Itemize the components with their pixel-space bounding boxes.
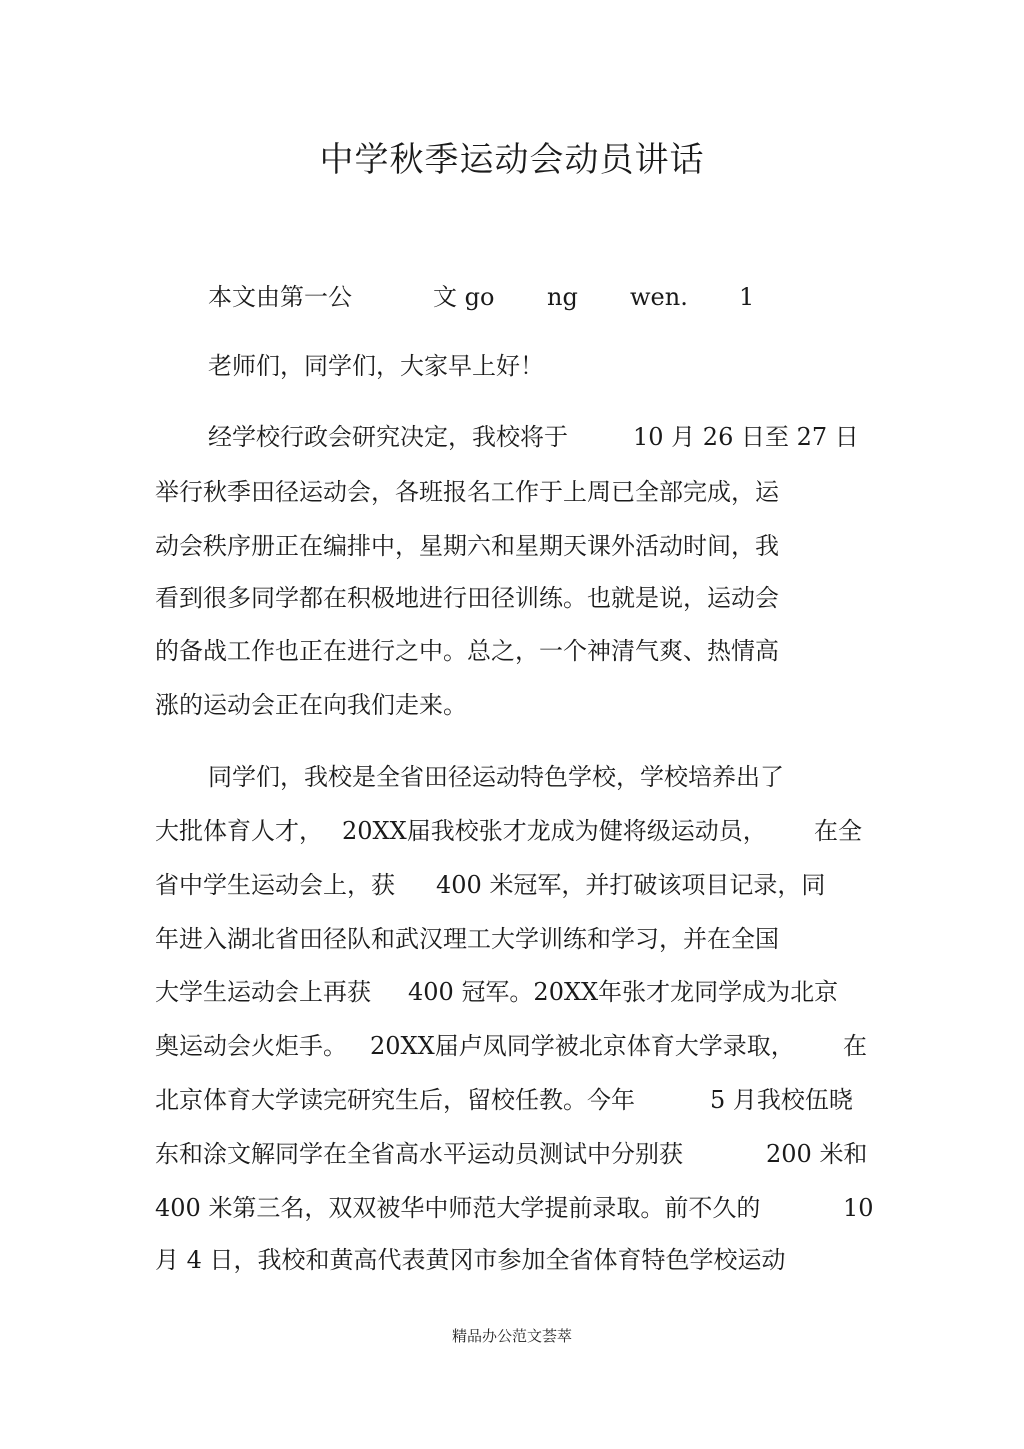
paragraph-line: 同学们，我校是全省田径运动特色学校，学校培养出了 (208, 763, 784, 791)
text-segment: 400 米第三名，双双被华中师范大学提前录取。前不久的 (155, 1194, 761, 1222)
source-part: 本文由第一公 (208, 283, 352, 311)
paragraph-line: 年进入湖北省田径队和武汉理工大学训练和学习，并在全国 (155, 925, 779, 953)
paragraph-line (0, 1139, 1024, 1169)
text-segment: 东和涂文解同学在全省高水平运动员测试中分别获 (155, 1140, 683, 1168)
source-part: 1 (739, 283, 755, 311)
text-segment: 10 (843, 1194, 874, 1222)
text-segment: 省中学生运动会上，获 (155, 871, 395, 899)
text-segment: 在 (843, 1032, 867, 1060)
document-title: 中学秋季运动会动员讲话 (319, 140, 705, 180)
paragraph-line (0, 977, 1024, 1007)
paragraph-line (0, 816, 1024, 846)
text-segment: 200 米和 (766, 1140, 868, 1168)
paragraph-line: 动会秩序册正在编排中，星期六和星期天课外活动时间，我 (155, 532, 779, 560)
text-segment: 5 月我校伍晓 (710, 1086, 853, 1114)
paragraph-line: 的备战工作也正在进行之中。总之，一个神清气爽、热情高 (155, 637, 779, 665)
source-part: wen. (630, 283, 688, 311)
source-line (0, 282, 1024, 312)
paragraph-line: 举行秋季田径运动会，各班报名工作于上周已全部完成，运 (155, 478, 779, 506)
text-segment: 北京体育大学读完研究生后，留校任教。今年 (155, 1086, 635, 1114)
text-segment: 20XX届我校张才龙成为健将级运动员， (342, 817, 767, 845)
source-part: 文 go (433, 283, 495, 311)
text-segment: 20XX届卢凤同学被北京体育大学录取， (370, 1032, 795, 1060)
text-segment: 经学校行政会研究决定，我校将于 (208, 423, 568, 451)
source-part: ng (547, 283, 578, 311)
paragraph-line: 看到很多同学都在积极地进行田径训练。也就是说，运动会 (155, 584, 779, 612)
greeting: 老师们，同学们，大家早上好！ (208, 352, 544, 380)
text-segment: 奥运动会火炬手。 (155, 1032, 347, 1060)
page-footer: 精品办公范文荟萃 (451, 1327, 572, 1345)
text-segment: 在全 (814, 817, 862, 845)
text-segment: 10 月 26 日至 27 日 (633, 423, 859, 451)
text-segment: 大学生运动会上再获 (155, 978, 371, 1006)
paragraph-line (0, 1085, 1024, 1115)
paragraph-line (0, 1193, 1024, 1223)
paragraph-line (0, 422, 1024, 452)
text-segment: 大批体育人才， (155, 817, 323, 845)
text-segment: 400 冠军。20XX年张才龙同学成为北京 (408, 978, 839, 1006)
paragraph-line: 涨的运动会正在向我们走来。 (155, 691, 467, 719)
paragraph-line (0, 1031, 1024, 1061)
text-segment: 400 米冠军，并打破该项目记录，同 (436, 871, 826, 899)
paragraph-line: 月 4 日，我校和黄高代表黄冈市参加全省体育特色学校运动 (155, 1246, 786, 1274)
paragraph-line (0, 870, 1024, 900)
